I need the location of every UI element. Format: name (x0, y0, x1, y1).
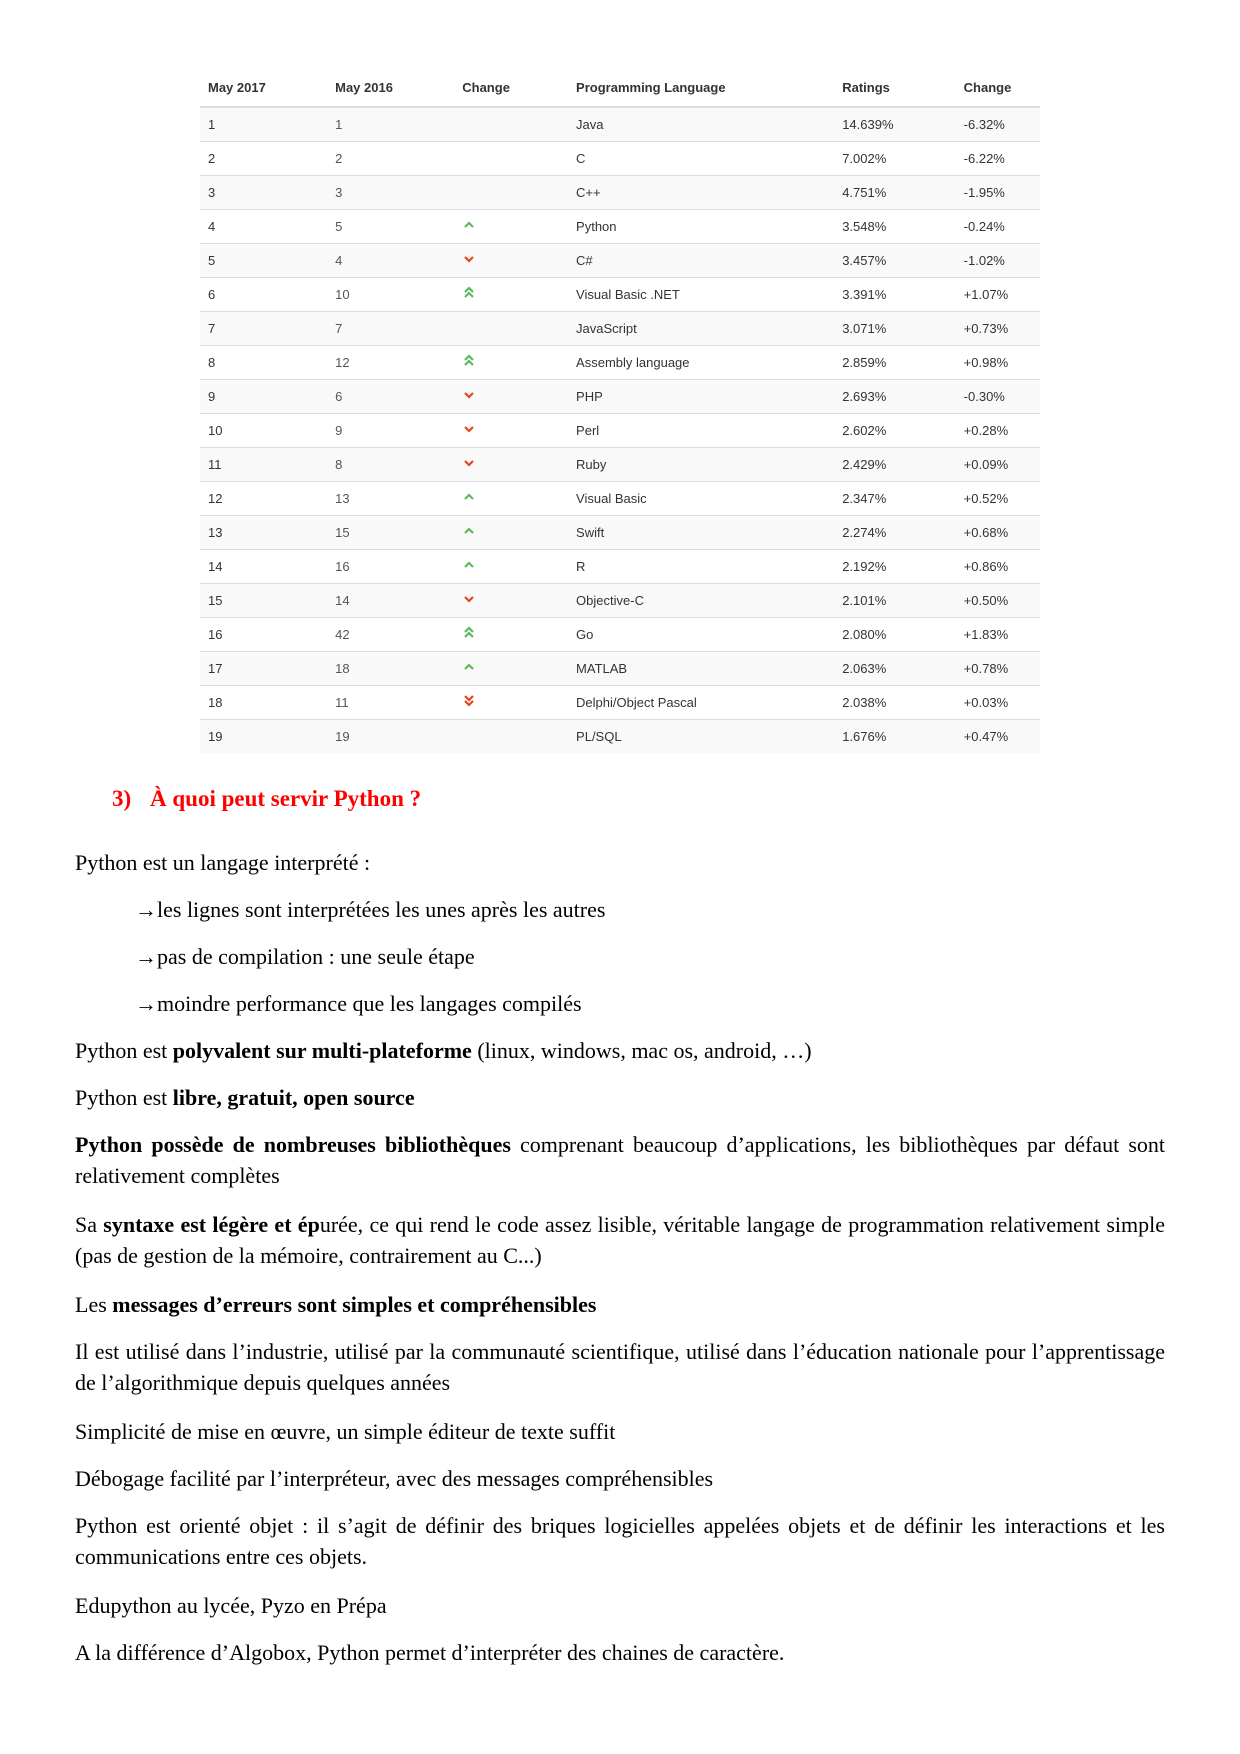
cell-rank-2016: 18 (327, 652, 454, 686)
cell-language: PL/SQL (568, 720, 834, 754)
text-run: Python est orienté objet : il s’agit de définir des briques logicielles appelées objets et de définir les interactions et les communications entre ces objets. (75, 1513, 1165, 1569)
paragraph (75, 1510, 1165, 1572)
cell-rank-2016: 3 (327, 176, 454, 210)
cell-trend (454, 346, 568, 380)
bullet-item (135, 988, 1225, 1019)
cell-rank-2017: 19 (200, 720, 327, 754)
text-run: Simplicité de mise en œuvre, un simple éditeur de texte suffit (75, 1419, 616, 1444)
chevron-down-icon (462, 594, 476, 609)
cell-trend (454, 720, 568, 754)
table-row (200, 346, 1040, 380)
cell-change-percent: +0.47% (956, 720, 1040, 754)
table-row (200, 482, 1040, 516)
table-row (200, 720, 1040, 754)
cell-change-percent: +0.28% (956, 414, 1040, 448)
paragraph (75, 1289, 1165, 1320)
cell-language: JavaScript (568, 312, 834, 346)
cell-rating: 4.751% (834, 176, 955, 210)
table-row (200, 210, 1040, 244)
cell-rank-2016: 11 (327, 686, 454, 720)
table-row (200, 278, 1040, 312)
paragraph (75, 1129, 1165, 1191)
cell-trend (454, 550, 568, 584)
cell-rank-2016: 10 (327, 278, 454, 312)
chevron-up-icon (462, 220, 476, 235)
cell-language: Delphi/Object Pascal (568, 686, 834, 720)
text-run: →les lignes sont interprétées les unes après les autres (135, 897, 606, 922)
table-row (200, 312, 1040, 346)
bold-text: syntaxe est légère et ép (103, 1212, 320, 1237)
cell-rank-2016: 7 (327, 312, 454, 346)
cell-language: Swift (568, 516, 834, 550)
cell-rank-2016: 9 (327, 414, 454, 448)
cell-rating: 3.457% (834, 244, 955, 278)
cell-rank-2016: 6 (327, 380, 454, 414)
cell-rank-2016: 13 (327, 482, 454, 516)
cell-rank-2017: 13 (200, 516, 327, 550)
cell-language: Visual Basic (568, 482, 834, 516)
table-row (200, 414, 1040, 448)
cell-rank-2016: 19 (327, 720, 454, 754)
cell-language: C# (568, 244, 834, 278)
table-row (200, 176, 1040, 210)
cell-rating: 1.676% (834, 720, 955, 754)
cell-language: C (568, 142, 834, 176)
col-header-ratings[interactable]: Ratings (834, 68, 955, 107)
table-row (200, 380, 1040, 414)
cell-change-percent: +0.03% (956, 686, 1040, 720)
cell-language: C++ (568, 176, 834, 210)
table-row (200, 550, 1040, 584)
table-body (200, 107, 1040, 753)
cell-change-percent: +0.50% (956, 584, 1040, 618)
cell-change-percent: -0.30% (956, 380, 1040, 414)
text-run: Edupython au lycée, Pyzo en Prépa (75, 1593, 387, 1618)
col-header-language[interactable]: Programming Language (568, 68, 834, 107)
cell-rank-2017: 1 (200, 107, 327, 142)
cell-rating: 2.429% (834, 448, 955, 482)
cell-change-percent: -1.95% (956, 176, 1040, 210)
text-run: Python est (75, 1085, 173, 1110)
cell-trend (454, 107, 568, 142)
table-row (200, 584, 1040, 618)
cell-rating: 2.274% (834, 516, 955, 550)
text-run: →pas de compilation : une seule étape (135, 944, 475, 969)
col-header-may-2017[interactable]: May 2017 (200, 68, 327, 107)
cell-language: Ruby (568, 448, 834, 482)
tiobe-ranking-table (200, 68, 1040, 753)
cell-rating: 2.080% (834, 618, 955, 652)
paragraph (75, 1590, 1165, 1621)
cell-rank-2016: 15 (327, 516, 454, 550)
cell-language: Python (568, 210, 834, 244)
table-row (200, 142, 1040, 176)
bold-text: Python possède de nombreuses bibliothèques (75, 1132, 511, 1157)
table-row (200, 516, 1040, 550)
cell-rank-2016: 16 (327, 550, 454, 584)
bold-text: polyvalent sur multi-plateforme (172, 1038, 472, 1063)
bold-text: messages d’erreurs sont simples et compréhensibles (112, 1292, 597, 1317)
cell-trend (454, 380, 568, 414)
paragraph (75, 1035, 1165, 1066)
paragraph (75, 847, 1165, 878)
cell-trend (454, 618, 568, 652)
cell-rating: 3.391% (834, 278, 955, 312)
text-run: Python est un langage interprété : (75, 850, 371, 875)
chevron-down-icon (462, 254, 476, 269)
cell-language: Java (568, 107, 834, 142)
cell-language: MATLAB (568, 652, 834, 686)
cell-trend (454, 482, 568, 516)
cell-language: Assembly language (568, 346, 834, 380)
text-run: Les (75, 1292, 113, 1317)
cell-rating: 3.071% (834, 312, 955, 346)
cell-change-percent: -1.02% (956, 244, 1040, 278)
table-row (200, 652, 1040, 686)
bullet-item (135, 941, 1225, 972)
cell-change-percent: +0.98% (956, 346, 1040, 380)
paragraph (75, 1082, 1165, 1113)
cell-rank-2017: 4 (200, 210, 327, 244)
cell-rank-2017: 7 (200, 312, 327, 346)
section-number: 3) (112, 786, 132, 811)
cell-rank-2017: 12 (200, 482, 327, 516)
chevron-down-icon (462, 390, 476, 405)
cell-language: PHP (568, 380, 834, 414)
cell-rating: 3.548% (834, 210, 955, 244)
cell-rating: 2.101% (834, 584, 955, 618)
ranking-table-container (200, 68, 1040, 753)
cell-rank-2017: 6 (200, 278, 327, 312)
cell-trend (454, 244, 568, 278)
table-row (200, 448, 1040, 482)
cell-change-percent: -0.24% (956, 210, 1040, 244)
cell-change-percent: -6.32% (956, 107, 1040, 142)
text-run: Sa (75, 1212, 104, 1237)
cell-rank-2017: 8 (200, 346, 327, 380)
cell-language: Perl (568, 414, 834, 448)
cell-trend (454, 142, 568, 176)
paragraph (75, 1209, 1165, 1271)
cell-change-percent: +0.09% (956, 448, 1040, 482)
cell-rank-2017: 5 (200, 244, 327, 278)
cell-trend (454, 652, 568, 686)
cell-rating: 2.192% (834, 550, 955, 584)
cell-rating: 2.602% (834, 414, 955, 448)
cell-language: Visual Basic .NET (568, 278, 834, 312)
chevron-down-icon (462, 458, 476, 473)
cell-rating: 14.639% (834, 107, 955, 142)
text-run: →moindre performance que les langages compilés (135, 991, 582, 1016)
cell-trend (454, 584, 568, 618)
cell-rank-2016: 2 (327, 142, 454, 176)
text-run: Il est utilisé dans l’industrie, utilisé par la communauté scientifique, utilisé dans l’éducation nationale pour l’apprentissage de l’algorithmique depuis quelques années (75, 1339, 1165, 1395)
cell-rank-2016: 14 (327, 584, 454, 618)
cell-trend (454, 176, 568, 210)
cell-change-percent: +0.52% (956, 482, 1040, 516)
cell-change-percent: +0.86% (956, 550, 1040, 584)
bold-text: libre, gratuit, open source (172, 1085, 415, 1110)
table-row (200, 686, 1040, 720)
cell-rank-2017: 14 (200, 550, 327, 584)
cell-trend (454, 278, 568, 312)
cell-rank-2017: 17 (200, 652, 327, 686)
cell-rating: 2.038% (834, 686, 955, 720)
cell-change-percent: -6.22% (956, 142, 1040, 176)
cell-rating: 2.859% (834, 346, 955, 380)
table-row (200, 107, 1040, 142)
cell-change-percent: +1.07% (956, 278, 1040, 312)
double-chevron-up-icon (462, 288, 476, 303)
cell-rank-2016: 42 (327, 618, 454, 652)
table-row (200, 618, 1040, 652)
cell-rank-2016: 12 (327, 346, 454, 380)
cell-change-percent: +0.73% (956, 312, 1040, 346)
text-run: Débogage facilité par l’interpréteur, avec des messages compréhensibles (75, 1466, 714, 1491)
cell-rank-2017: 2 (200, 142, 327, 176)
cell-rank-2016: 1 (327, 107, 454, 142)
cell-language: R (568, 550, 834, 584)
double-chevron-up-icon (462, 356, 476, 371)
paragraph (75, 1416, 1165, 1447)
col-header-change-percent[interactable]: Change (956, 68, 1040, 107)
cell-language: Go (568, 618, 834, 652)
paragraph (75, 1336, 1165, 1398)
cell-rank-2016: 8 (327, 448, 454, 482)
cell-rank-2016: 5 (327, 210, 454, 244)
cell-rating: 2.693% (834, 380, 955, 414)
text-run: A la différence d’Algobox, Python permet d’interpréter des chaines de caractère. (75, 1640, 785, 1665)
cell-rating: 2.063% (834, 652, 955, 686)
chevron-up-icon (462, 492, 476, 507)
double-chevron-down-icon (462, 696, 476, 711)
text-run: comprenant beaucoup d’applications, les bibliothèques par défaut sont relativement complètes (75, 1132, 1166, 1188)
cell-change-percent: +1.83% (956, 618, 1040, 652)
cell-rank-2017: 11 (200, 448, 327, 482)
cell-language: Objective-C (568, 584, 834, 618)
col-header-change-trend[interactable]: Change (454, 68, 568, 107)
cell-trend (454, 686, 568, 720)
cell-rank-2017: 18 (200, 686, 327, 720)
cell-rank-2016: 4 (327, 244, 454, 278)
chevron-up-icon (462, 526, 476, 541)
paragraph (75, 1637, 1165, 1668)
text-run: Python est (75, 1038, 173, 1063)
cell-rank-2017: 10 (200, 414, 327, 448)
cell-change-percent: +0.78% (956, 652, 1040, 686)
double-chevron-up-icon (462, 628, 476, 643)
text-run: urée, ce qui rend le code assez lisible, véritable langage de programmation relativement simple (pas de gestion de la mémoire, contrairement au C...) (75, 1212, 1166, 1268)
paragraph (75, 1463, 1165, 1494)
cell-rank-2017: 15 (200, 584, 327, 618)
cell-rank-2017: 16 (200, 618, 327, 652)
chevron-down-icon (462, 424, 476, 439)
chevron-up-icon (462, 560, 476, 575)
section-title: À quoi peut servir Python ? (150, 786, 422, 811)
table-header-row (200, 68, 1040, 107)
cell-trend (454, 414, 568, 448)
col-header-may-2016[interactable]: May 2016 (327, 68, 454, 107)
cell-trend (454, 516, 568, 550)
cell-trend (454, 210, 568, 244)
cell-change-percent: +0.68% (956, 516, 1040, 550)
cell-trend (454, 312, 568, 346)
chevron-up-icon (462, 662, 476, 677)
cell-rank-2017: 9 (200, 380, 327, 414)
section-heading (112, 786, 421, 812)
text-run: (linux, windows, mac os, android, …) (471, 1038, 812, 1063)
cell-trend (454, 448, 568, 482)
table-row (200, 244, 1040, 278)
bullet-item (135, 894, 1225, 925)
cell-rank-2017: 3 (200, 176, 327, 210)
cell-rating: 7.002% (834, 142, 955, 176)
cell-rating: 2.347% (834, 482, 955, 516)
